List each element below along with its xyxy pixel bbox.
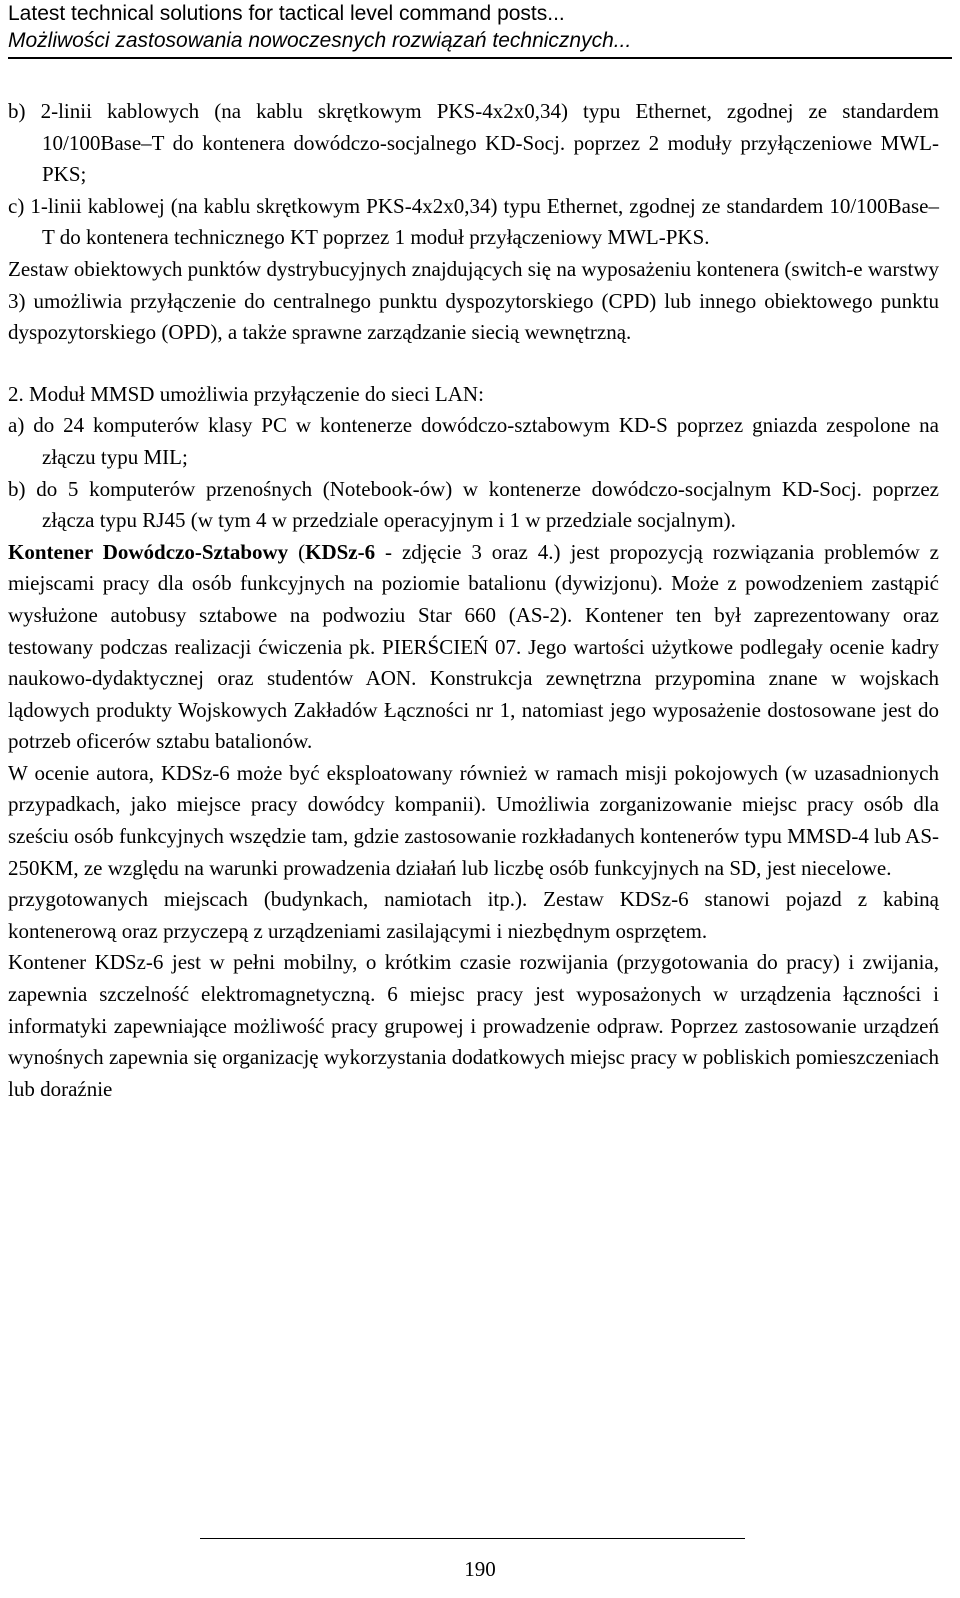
paragraph-kdsz	[8, 537, 939, 758]
running-header	[8, 0, 952, 59]
paragraph-mobilny: Kontener KDSz-6 jest w pełni mobilny, o krótkim czasie rozwijania (przygotowania do pracy) i zwijania, zapewnia szczelność elektromagnetyczną. 6 miejsc pracy jest wyposażonych w urządzenia łączności i informatyki zapewniające możliwość pracy grupowej i prowadzenie odpraw. Poprzez zastosowanie urządzeń wynośnych zapewnia się organizację wykorzystania dodatkowych miejsc pracy w pobliskich pomieszczeniach lub doraźnie	[8, 950, 939, 1101]
footer-rule	[200, 1538, 745, 1539]
header-rule	[8, 57, 952, 59]
kdsz-text-open: (	[288, 539, 306, 564]
paragraph-przygotowanych: przygotowanych miejscach (budynkach, namiotach itp.). Zestaw KDSz-6 stanowi pojazd z kabiną kontenerową oraz przyczepą z urządzeniami zasilającymi i niezbędnym osprzętem.	[8, 887, 939, 943]
list-item-c: c) 1-linii kablowej (na kablu skrętkowym PKS-4x2x0,34) typu Ethernet, zgodnej ze standardem 10/100Base–T do kontenera technicznego KT poprzez 1 moduł przyłączeniowy MWL-PKS.	[8, 193, 939, 250]
page-number: 190	[464, 1557, 496, 1581]
header-title-polish: Możliwości zastosowania nowoczesnych rozwiązań technicznych...	[8, 29, 632, 52]
header-title-english: Latest technical solutions for tactical level command posts...	[8, 2, 565, 25]
paragraph-gap	[8, 349, 939, 379]
paragraph-zestaw: Zestaw obiektowych punktów dystrybucyjnych znajdujących się na wyposażeniu kontenera (switch-e warstwy 3) umożliwia przyłączenie do centralnego punktu dyspozytorskiego (CPD) lub innego obiektowego punktu dyspozytorskiego (OPD), a także sprawne zarządzanie siecią wewnętrzną.	[8, 256, 939, 345]
list-item-2a: a) do 24 komputerów klasy PC w kontenerze dowódczo-sztabowym KD-S poprzez gniazda zespolone na złączu typu MIL;	[8, 413, 939, 469]
list-item-2b: b) do 5 komputerów przenośnych (Notebook-ów) w kontenerze dowódczo-socjalnym KD-Socj. poprzez złącza typu RJ45 (w tym 4 w przedziale operacyjnym i 1 w przedziale socjalnym).	[8, 476, 939, 533]
kdsz-text-body: - zdjęcie 3 oraz 4.) jest propozycją rozwiązania problemów z miejscami pracy dla osób funkcyjnych na poziomie batalionu (dywizjonu). Może z powodzeniem zastąpić wysłużone autobusy sztabowe na podwoziu Star 660 (AS-2). Kontener ten był zaprezentowany oraz testowany podczas realizacji ćwiczenia pk. PIERŚCIEŃ 07. Jego wartości użytkowe podlegały ocenie kadry naukowo-dydaktycznej oraz studentów AON. Konstrukcja zewnętrzna przypomina znane w wojskach lądowych produkty Wojskowych Zakładów Łączności nr 1, natomiast jego wyposażenie dostosowane jest do potrzeb oficerów sztabu batalionów.	[8, 539, 939, 754]
page-body	[8, 96, 939, 1105]
kdsz-bold-title: Kontener Dowódczo-Sztabowy	[8, 539, 289, 564]
paragraph-ocena: W ocenie autora, KDSz-6 może być eksploatowany również w ramach misji pokojowych (w uzasadnionych przypadkach, jako miejsce pracy dowódcy kompanii). Umożliwia zorganizowanie miejsc pracy osób dla sześciu osób funkcyjnych wszędzie tam, gdzie zastosowanie rozkładanych kontenerów typu MMSD-4 lub AS-250KM, ze względu na warunki prowadzenia działań lub liczbę osób funkcyjnych na SD, jest niecelowe.	[8, 760, 939, 880]
list-item-b: b) 2-linii kablowych (na kablu skrętkowym PKS-4x2x0,34) typu Ethernet, zgodnej ze standardem 10/100Base–T do kontenera dowódczo-socjalnego KD-Socj. poprzez 2 moduły przyłączeniowe MWL-PKS;	[8, 99, 939, 187]
list-item-2: 2. Moduł MMSD umożliwia przyłączenie do sieci LAN:	[8, 381, 484, 406]
kdsz-bold-code: KDSz-6	[305, 539, 376, 564]
